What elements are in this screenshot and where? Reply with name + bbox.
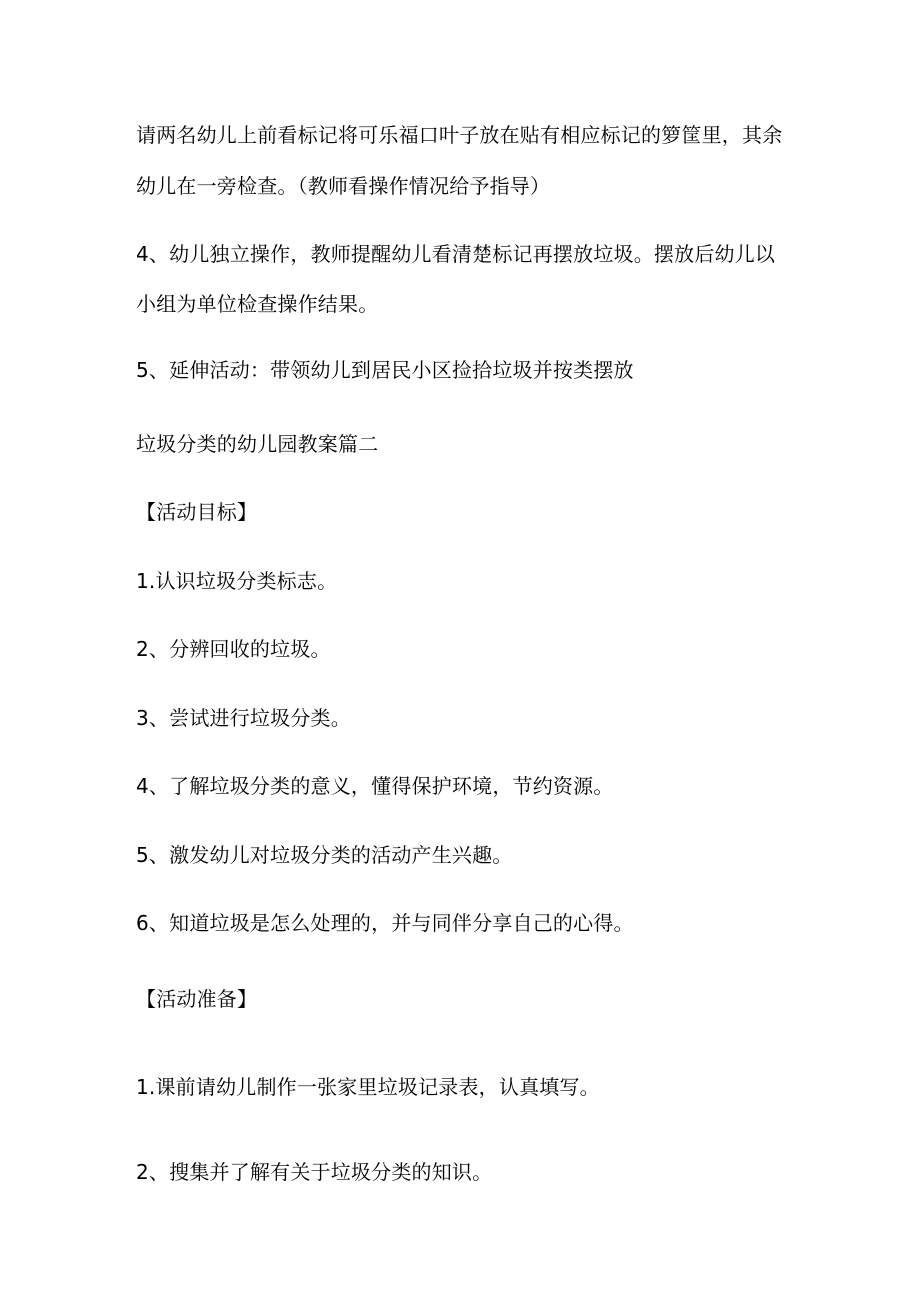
paragraph-line: 小组为单位检查操作结果。 bbox=[136, 292, 379, 316]
list-item: 4、幼儿独立操作，教师提醒幼儿看清楚标记再摆放垃圾。摆放后幼儿以 bbox=[136, 242, 776, 266]
section-title: 垃圾分类的幼儿园教案篇二 bbox=[136, 432, 379, 456]
list-item: 5、激发幼儿对垃圾分类的活动产生兴趣。 bbox=[136, 843, 513, 867]
list-item: 2、分辨回收的垃圾。 bbox=[136, 637, 331, 661]
list-item: 3、尝试进行垃圾分类。 bbox=[136, 706, 351, 730]
list-item: 6、知道垃圾是怎么处理的，并与同伴分享自己的心得。 bbox=[136, 911, 634, 935]
list-item: 2、搜集并了解有关于垃圾分类的知识。 bbox=[136, 1160, 493, 1184]
list-item: 1.课前请幼儿制作一张家里垃圾记录表，认真填写。 bbox=[136, 1075, 600, 1099]
list-item: 4、了解垃圾分类的意义，懂得保护环境，节约资源。 bbox=[136, 774, 614, 798]
section-heading-goals: 【活动目标】 bbox=[136, 500, 258, 524]
list-item: 5、延伸活动：带领幼儿到居民小区捡拾垃圾并按类摆放 bbox=[136, 358, 634, 382]
paragraph-line: 幼儿在一旁检查。（教师看操作情况给予指导） bbox=[136, 174, 551, 198]
list-item: 1.认识垃圾分类标志。 bbox=[136, 569, 338, 593]
paragraph-line: 请两名幼儿上前看标记将可乐福口叶子放在贴有相应标记的箩筐里，其余 bbox=[136, 123, 783, 147]
section-heading-preparation: 【活动准备】 bbox=[136, 987, 258, 1011]
